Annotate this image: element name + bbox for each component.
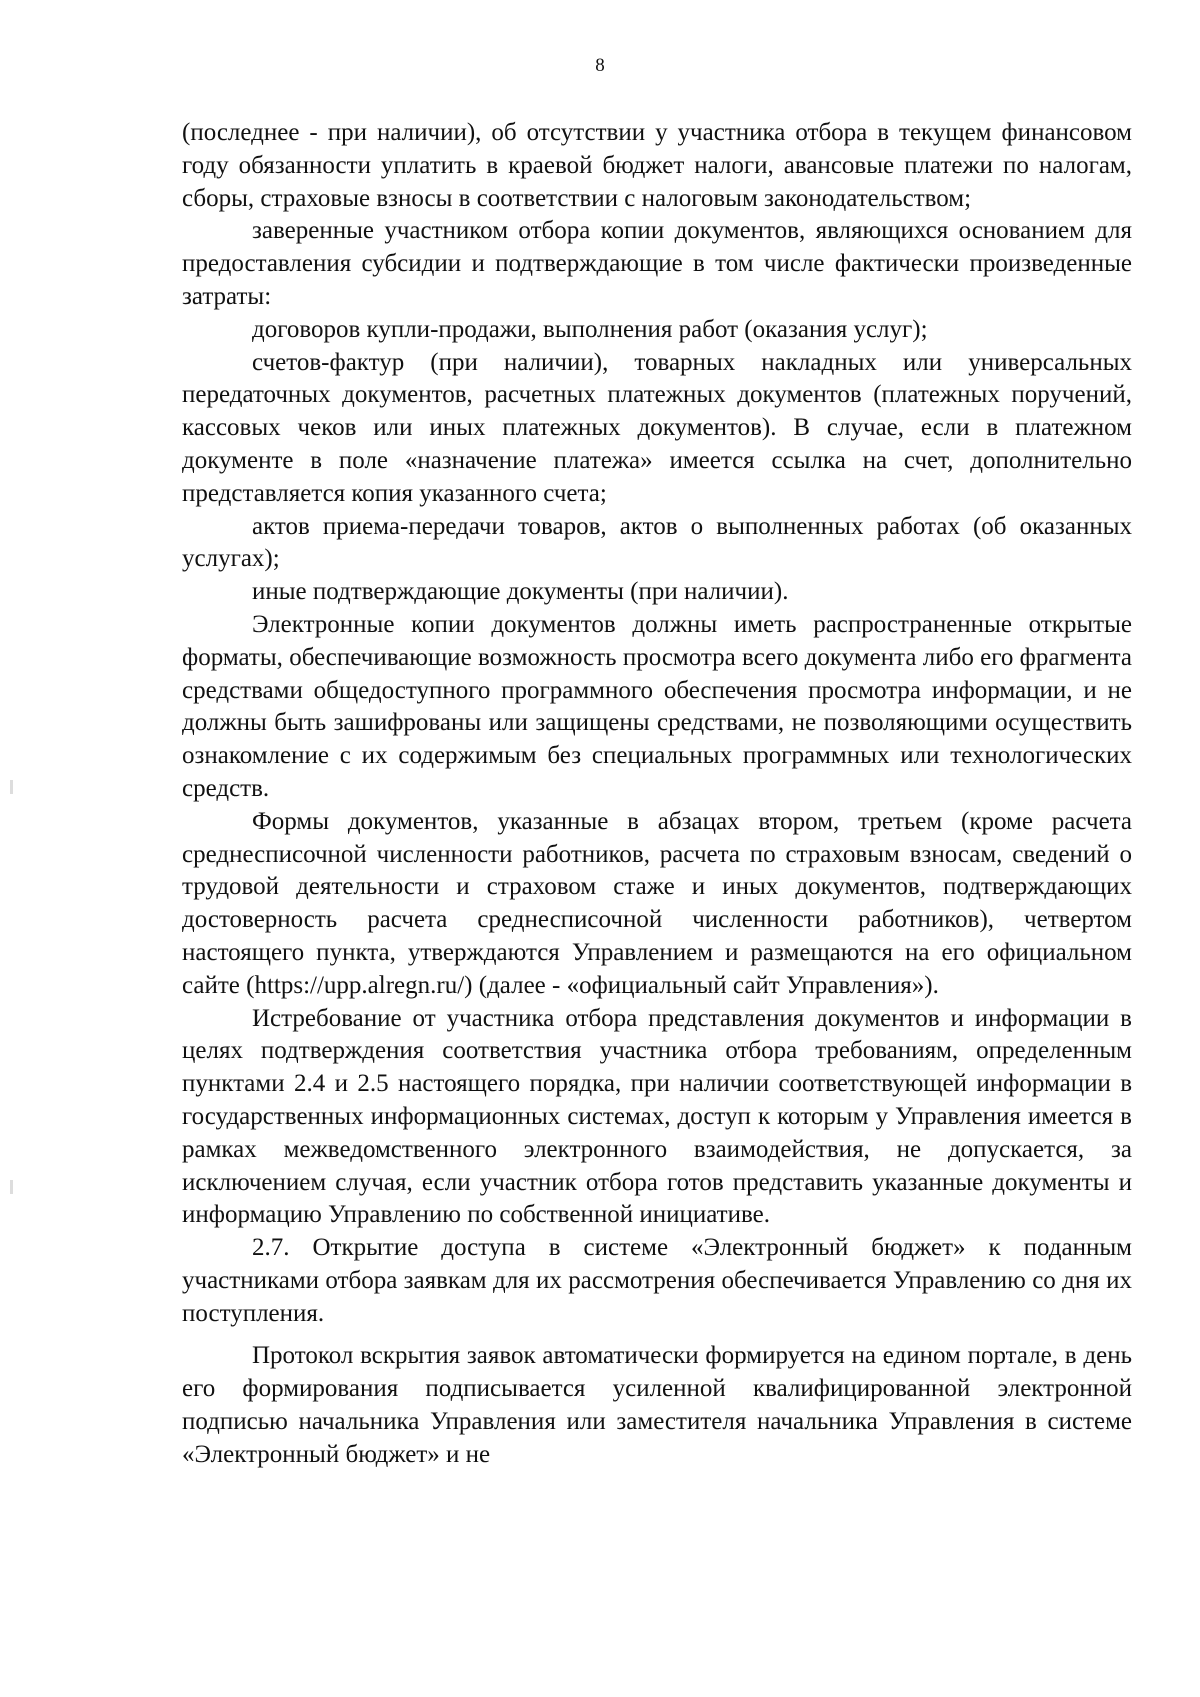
- paragraph: Истребование от участника отбора представления документов и информации в целях подтверждения соответствия участника отбора требованиям, определенным пунктами 2.4 и 2.5 настоящего порядка, при наличии соответствующей информации в государственных информационных системах, доступ к которым у Управления имеется в рамках межведомственного электронного взаимодействия, не допускается, за исключением случая, если участник отбора готов представить указанные документы и информацию Управлению по собственной инициативе.: [182, 1004, 1132, 1229]
- paragraph: актов приема-передачи товаров, актов о выполненных работах (об оказанных услугах);: [182, 512, 1132, 573]
- scan-mark: [10, 1180, 13, 1194]
- paragraph: 2.7. Открытие доступа в системе «Электронный бюджет» к поданным участниками отбора заявкам для их рассмотрения обеспечивается Управлению со дня их поступления.: [182, 1234, 1132, 1327]
- scan-mark: [10, 780, 13, 794]
- paragraph: договоров купли-продажи, выполнения работ (оказания услуг);: [252, 315, 928, 343]
- paragraph: (последнее - при наличии), об отсутствии у участника отбора в текущем финансовом году обязанности уплатить в краевой бюджет налоги, авансовые платежи по налогам, сборы, страховые взносы в соответствии с налоговым законодательством;: [182, 119, 1132, 212]
- paragraph: счетов-фактур (при наличии), товарных накладных или универсальных передаточных документов, расчетных платежных документов (платежных поручений, кассовых чеков или иных платежных документов). В случае, если в платежном документе в поле «назначение платежа» имеется ссылка на счет, дополнительно представляется копия указанного счета;: [182, 348, 1132, 507]
- paragraph: Протокол вскрытия заявок автоматически формируется на едином портале, в день его формирования подписывается усиленной квалифицированной электронной подписью начальника Управления или заместителя начальника Управления в системе «Электронный бюджет» и не: [182, 1342, 1132, 1468]
- document-body: [182, 117, 1132, 1472]
- paragraph: Электронные копии документов должны иметь распространенные открытые форматы, обеспечивающие возможность просмотра всего документа либо его фрагмента средствами общедоступного программного обеспечения просмотра информации, и не должны быть зашифрованы или защищены средствами, не позволяющими осуществить ознакомление с их содержимым без специальных программных или технологических средств.: [182, 610, 1132, 802]
- paragraph: заверенные участником отбора копии документов, являющихся основанием для предоставления субсидии и подтверждающие в том числе фактически произведенные затраты:: [182, 217, 1132, 310]
- paragraph: иные подтверждающие документы (при наличии).: [252, 578, 789, 606]
- paragraph: Формы документов, указанные в абзацах втором, третьем (кроме расчета среднесписочной численности работников, расчета по страховым взносам, сведений о трудовой деятельности и страховом стаже и иных документов, подтверждающих достоверность расчета среднесписочной численности работников), четвертом настоящего пункта, утверждаются Управлением и размещаются на его официальном сайте (https://upp.alregn.ru/) (далее - «официальный сайт Управления»).: [182, 807, 1132, 999]
- page-number: 8: [595, 55, 605, 76]
